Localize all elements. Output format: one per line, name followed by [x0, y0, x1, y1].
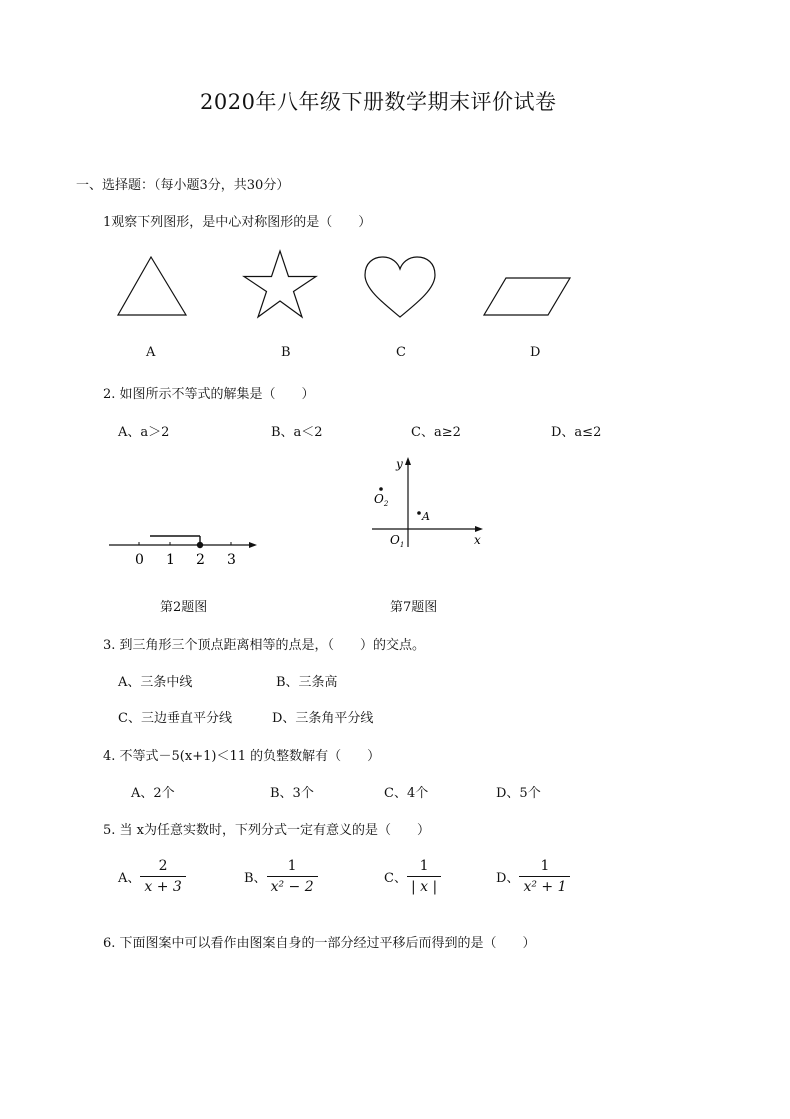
x-axis-arrow-icon	[475, 526, 483, 532]
question-1-text: 1观察下列图形，是中心对称图形的是（ ）	[103, 215, 372, 230]
q2-option-c: C、a≥2	[411, 425, 461, 440]
tick-label-0: 0	[135, 552, 144, 568]
question-2-text: 2. 如图所示不等式的解集是（ ）	[103, 387, 315, 402]
q5-option-a-fraction	[140, 858, 185, 895]
point-a-label: A	[422, 510, 430, 523]
x-axis-label: x	[474, 533, 481, 547]
point-a-icon	[417, 511, 421, 515]
q5-option-d-fraction	[519, 858, 570, 895]
q5-option-c-numerator: 1	[419, 858, 429, 874]
tick-label-2: 2	[196, 552, 205, 568]
section-heading: 一、选择题：（每小题3分，共30分）	[76, 178, 290, 193]
q5-option-a-denominator: x + 3	[140, 876, 185, 895]
point-o2-icon	[379, 487, 383, 491]
q4-option-b: B、3个	[270, 786, 314, 801]
q5-option-d-label: D、	[496, 871, 520, 887]
q5-option-d-denominator: x² + 1	[519, 876, 570, 895]
q2-option-d: D、a≤2	[551, 425, 602, 440]
filled-point-icon	[197, 542, 203, 548]
q5-option-c	[384, 858, 441, 895]
question-1-figures	[100, 245, 590, 335]
figure-7-caption: 第7题图	[390, 600, 438, 615]
triangle-icon	[118, 257, 186, 315]
q5-option-d	[496, 858, 570, 895]
q4-option-a: A、2个	[131, 786, 175, 801]
y-axis-label: y	[396, 457, 403, 471]
tick-label-3: 3	[227, 552, 236, 568]
parallelogram-icon	[484, 278, 570, 315]
q5-option-b-label: B、	[244, 871, 267, 887]
question-4-text: 4. 不等式－5(x+1)＜11 的负整数解有（ ）	[103, 749, 381, 764]
q1-label-b: B	[281, 345, 291, 360]
q1-label-d: D	[530, 345, 541, 360]
number-line-figure	[105, 528, 265, 573]
star-icon	[244, 251, 316, 317]
question-5-text: 5. 当 x为任意实数时，下列分式一定有意义的是（ ）	[103, 823, 430, 838]
q3-option-b: B、三条高	[276, 675, 338, 690]
q5-option-b	[244, 858, 318, 895]
q1-label-c: C	[396, 345, 406, 360]
q5-option-c-fraction	[407, 858, 441, 895]
q5-option-a-label: A、	[118, 871, 141, 887]
origin-label: $O_1$	[390, 533, 405, 549]
page-title: 2020年八年级下册数学期末评价试卷	[200, 90, 557, 114]
q5-option-c-label: C、	[384, 871, 407, 887]
figure-2-caption: 第2题图	[160, 600, 208, 615]
q5-option-a-numerator: 2	[158, 858, 168, 874]
question-6-text: 6. 下面图案中可以看作由图案自身的一部分经过平移后而得到的是（ ）	[103, 936, 536, 951]
q5-option-d-numerator: 1	[540, 858, 550, 874]
q5-option-c-denominator: | x |	[407, 876, 441, 895]
tick-label-1: 1	[166, 552, 175, 568]
q5-option-b-numerator: 1	[287, 858, 297, 874]
question-3-text: 3. 到三角形三个顶点距离相等的点是，（ ）的交点。	[103, 638, 426, 653]
q3-option-d: D、三条角平分线	[272, 711, 374, 726]
q5-option-b-fraction	[267, 858, 318, 895]
q1-label-a: A	[146, 345, 156, 360]
q3-option-a: A、三条中线	[118, 675, 193, 690]
q5-option-b-denominator: x² − 2	[267, 876, 318, 895]
number-line-arrow-icon	[249, 542, 257, 548]
q3-option-c: C、三边垂直平分线	[118, 711, 232, 726]
q5-option-a	[118, 858, 186, 895]
q2-option-b: B、a＜2	[271, 425, 323, 440]
q2-option-a: A、a＞2	[118, 425, 170, 440]
y-axis-arrow-icon	[405, 457, 411, 465]
heart-icon	[365, 257, 435, 317]
point-o2-label: $O_2$	[374, 492, 389, 508]
coordinate-figure	[360, 452, 490, 552]
q4-option-c: C、4个	[384, 786, 429, 801]
q4-option-d: D、5个	[496, 786, 541, 801]
